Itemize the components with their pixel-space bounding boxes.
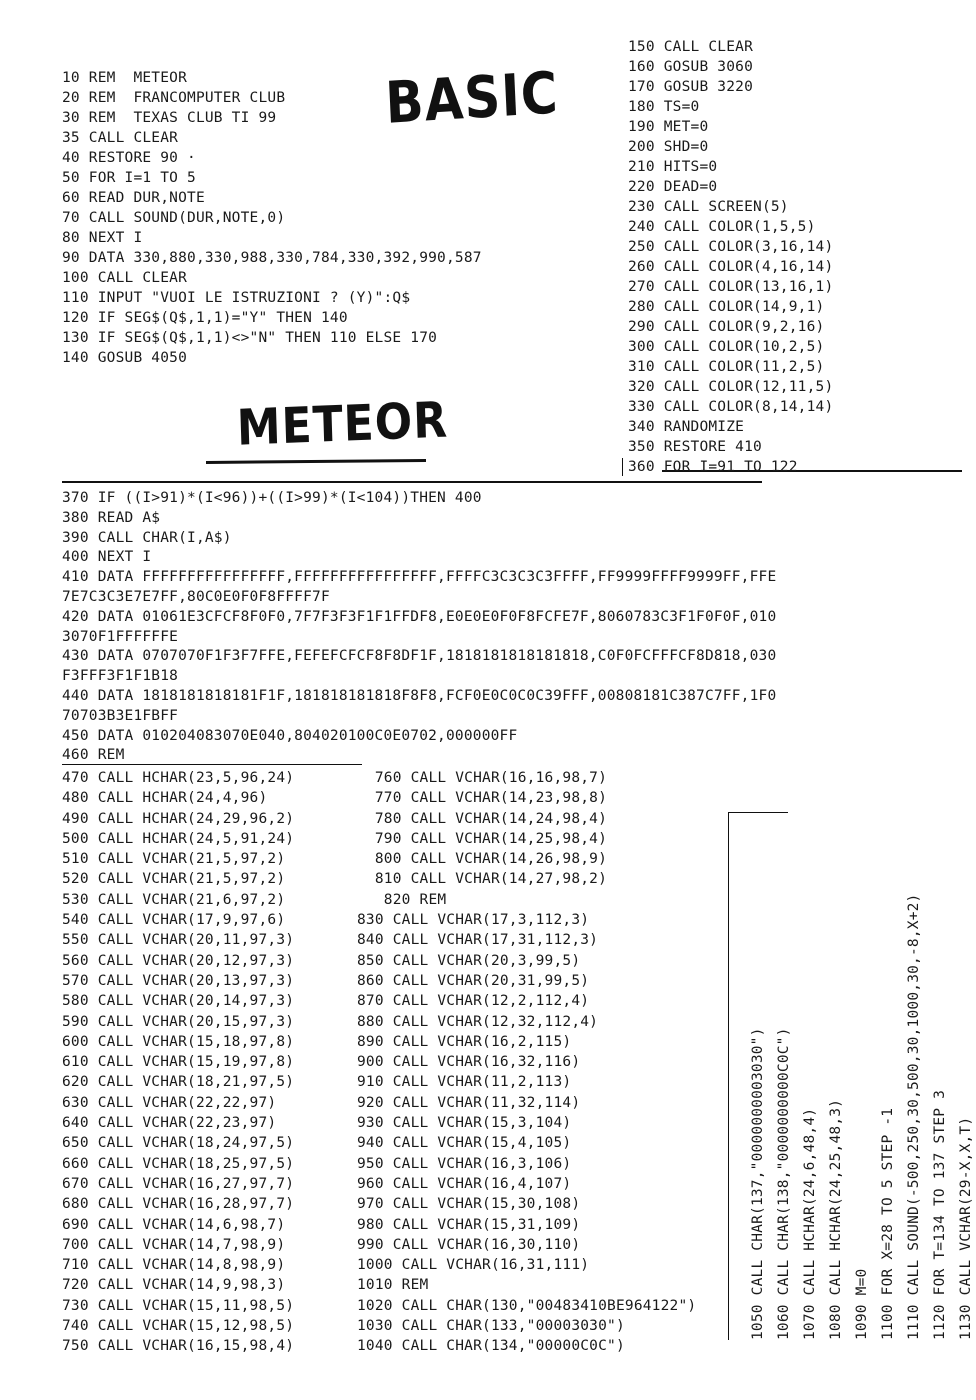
code-line: 1110 CALL SOUND(-500,250,30,500,30,1000,30,-8,X+2) [906, 893, 922, 1340]
code-line: 160 GOSUB 3060 [628, 59, 754, 75]
code-line: 1060 CALL CHAR(138,"0000000000C0C") [776, 1027, 792, 1340]
code-line: F3FFF3F1F1B18 [62, 668, 179, 685]
code-line: 290 CALL COLOR(9,2,16) [628, 319, 825, 335]
code-line: 340 RANDOMIZE [628, 419, 745, 435]
code-line: 220 DEAD=0 [628, 179, 718, 195]
code-line: 420 DATA 01061E3CFCF8F0F0,7F7F3F3F1F1FFDF8,E0E0E0F0F8FCFE7F,8060783C3F1F0F0F,010 [62, 608, 777, 625]
code-line: 280 CALL COLOR(14,9,1) [628, 299, 825, 315]
code-line: 670 CALL VCHAR(16,27,97,7) [62, 1175, 295, 1192]
code-line: 1100 FOR X=28 TO 5 STEP -1 [880, 1107, 896, 1340]
code-line: 710 CALL VCHAR(14,8,98,9) [62, 1257, 286, 1274]
code-line: 470 CALL HCHAR(23,5,96,24) [62, 770, 295, 786]
code-line: 500 CALL HCHAR(24,5,91,24) [62, 830, 295, 847]
code-line: 1090 M=0 [854, 1268, 870, 1340]
code-line: 920 CALL VCHAR(11,32,114) [357, 1094, 581, 1111]
code-line: 1080 CALL HCHAR(24,25,48,3) [828, 1098, 844, 1340]
code-line: 390 CALL CHAR(I,A$) [62, 529, 232, 546]
code-line: 760 CALL VCHAR(16,16,98,7) [357, 770, 608, 786]
code-line: 900 CALL VCHAR(16,32,116) [357, 1054, 581, 1071]
code-line: 970 CALL VCHAR(15,30,108) [357, 1196, 581, 1213]
code-line: 990 CALL VCHAR(16,30,110) [357, 1236, 581, 1253]
code-line: 60 READ DUR,NOTE [62, 190, 205, 206]
code-line: 310 CALL COLOR(11,2,5) [628, 359, 825, 375]
code-line: 730 CALL VCHAR(15,11,98,5) [62, 1297, 295, 1314]
code-line: 1010 REM [357, 1277, 429, 1294]
code-line: 480 CALL HCHAR(24,4,96) [62, 790, 268, 807]
code-line: 720 CALL VCHAR(14,9,98,3) [62, 1277, 286, 1294]
code-line: 800 CALL VCHAR(14,26,98,9) [357, 851, 608, 868]
code-line: 240 CALL COLOR(1,5,5) [628, 219, 816, 235]
code-line: 130 IF SEG$(Q$,1,1)<>"N" THEN 110 ELSE 170 [62, 330, 438, 346]
code-line: 440 DATA 1818181818181F1F,181818181818F8F8,FCF0E0C0C0C39FFF,00808181C387C7FF,1F0 [62, 687, 777, 704]
code-line: 640 CALL VCHAR(22,23,97) [62, 1115, 277, 1132]
code-block-lines-370-460 [62, 489, 776, 766]
code-line: 90 DATA 330,880,330,988,330,784,330,392,990,587 [62, 250, 482, 266]
cut-line-vertical [728, 812, 729, 1340]
code-line: 680 CALL VCHAR(16,28,97,7) [62, 1196, 295, 1213]
code-line: 330 CALL COLOR(8,14,14) [628, 399, 834, 415]
meteor-underline [206, 459, 426, 464]
code-line: 660 CALL VCHAR(18,25,97,5) [62, 1155, 295, 1172]
code-line: 700 CALL VCHAR(14,7,98,9) [62, 1236, 286, 1253]
code-line: 140 GOSUB 4050 [62, 350, 188, 366]
cut-line-top [62, 481, 762, 483]
code-line: 190 MET=0 [628, 119, 709, 135]
code-line: 360 FOR I=91 TO 122 [628, 459, 798, 475]
code-line: 1120 FOR T=134 TO 137 STEP 3 [932, 1089, 948, 1340]
code-line: 490 CALL HCHAR(24,29,96,2) [62, 810, 295, 827]
code-line: 10 REM METEOR [62, 70, 188, 86]
code-line: 200 SHD=0 [628, 139, 709, 155]
code-line: 630 CALL VCHAR(22,22,97) [62, 1094, 277, 1111]
code-line: 940 CALL VCHAR(15,4,105) [357, 1135, 572, 1152]
code-line: 30 REM TEXAS CLUB TI 99 [62, 110, 277, 126]
code-line: 260 CALL COLOR(4,16,14) [628, 259, 834, 275]
code-line: 580 CALL VCHAR(20,14,97,3) [62, 993, 295, 1010]
code-line: 70703B3E1FBFF [62, 707, 179, 724]
code-line: 650 CALL VCHAR(18,24,97,5) [62, 1135, 295, 1152]
code-line: 400 NEXT I [62, 549, 152, 566]
code-line: 170 GOSUB 3220 [628, 79, 754, 95]
code-line: 320 CALL COLOR(12,11,5) [628, 379, 834, 395]
code-line: 3070F1FFFFFFE [62, 628, 179, 645]
code-line: 950 CALL VCHAR(16,3,106) [357, 1155, 572, 1172]
code-line: 620 CALL VCHAR(18,21,97,5) [62, 1074, 295, 1091]
code-line: 230 CALL SCREEN(5) [628, 199, 789, 215]
code-line: 180 TS=0 [628, 99, 700, 115]
code-line: 7E7C3C3E7E7FF,80C0E0F0F8FFFF7F [62, 588, 330, 605]
code-line: 780 CALL VCHAR(14,24,98,4) [357, 810, 608, 827]
code-line: 100 CALL CLEAR [62, 270, 188, 286]
code-block-lines-150-360 [628, 37, 833, 477]
code-line: 40 RESTORE 90 · [62, 150, 196, 166]
code-line: 590 CALL VCHAR(20,15,97,3) [62, 1013, 295, 1030]
code-line: 770 CALL VCHAR(14,23,98,8) [357, 790, 608, 807]
code-line: 1050 CALL CHAR(137,"0000000003030") [750, 1027, 766, 1340]
code-line: 1030 CALL CHAR(133,"00003030") [357, 1318, 625, 1335]
code-line: 35 CALL CLEAR [62, 130, 179, 146]
code-line: 300 CALL COLOR(10,2,5) [628, 339, 825, 355]
code-line: 380 READ A$ [62, 509, 161, 526]
code-line: 450 DATA 010204083070E040,804020100C0E0702,000000FF [62, 727, 518, 744]
code-line: 370 IF ((I>91)*(I<96))+((I>99)*(I<104))THEN 400 [62, 490, 482, 506]
code-line: 520 CALL VCHAR(21,5,97,2) [62, 871, 286, 888]
code-line: 270 CALL COLOR(13,16,1) [628, 279, 834, 295]
code-line: 550 CALL VCHAR(20,11,97,3) [62, 932, 295, 949]
code-line: 120 IF SEG$(Q$,1,1)="Y" THEN 140 [62, 310, 348, 326]
code-line: 570 CALL VCHAR(20,13,97,3) [62, 972, 295, 989]
code-line: 860 CALL VCHAR(20,31,99,5) [357, 972, 590, 989]
code-block-lines-760-1040 [357, 768, 696, 1357]
code-line: 80 NEXT I [62, 230, 143, 246]
code-block-lines-10-140 [62, 68, 482, 368]
code-line: 530 CALL VCHAR(21,6,97,2) [62, 891, 286, 908]
code-line: 610 CALL VCHAR(15,19,97,8) [62, 1054, 295, 1071]
code-line: 690 CALL VCHAR(14,6,98,7) [62, 1216, 286, 1233]
code-block-lines-1050-1130-rotated [745, 800, 974, 1340]
code-line: 740 CALL VCHAR(15,12,98,5) [62, 1318, 295, 1335]
heading-basic: BASIC [384, 59, 560, 137]
cut-mark [622, 458, 623, 476]
code-line: 70 CALL SOUND(DUR,NOTE,0) [62, 210, 286, 226]
code-line: 850 CALL VCHAR(20,3,99,5) [357, 952, 581, 969]
code-line: 790 CALL VCHAR(14,25,98,4) [357, 830, 608, 847]
code-line: 50 FOR I=1 TO 5 [62, 170, 196, 186]
code-line: 540 CALL VCHAR(17,9,97,6) [62, 912, 286, 929]
code-line: 830 CALL VCHAR(17,3,112,3) [357, 912, 590, 929]
code-line: 110 INPUT "VUOI LE ISTRUZIONI ? (Y)":Q$ [62, 290, 411, 306]
code-line: 1130 CALL VCHAR(29-X,X,T) [958, 1116, 974, 1340]
code-line: 350 RESTORE 410 [628, 439, 762, 455]
code-line: 20 REM FRANCOMPUTER CLUB [62, 90, 286, 106]
code-line: 880 CALL VCHAR(12,32,112,4) [357, 1013, 599, 1030]
code-line: 150 CALL CLEAR [628, 39, 754, 55]
code-line: 980 CALL VCHAR(15,31,109) [357, 1216, 581, 1233]
code-line: 810 CALL VCHAR(14,27,98,2) [357, 871, 608, 888]
code-line: 840 CALL VCHAR(17,31,112,3) [357, 932, 599, 949]
code-line: 820 REM [357, 891, 447, 908]
code-line: 410 DATA FFFFFFFFFFFFFFFF,FFFFFFFFFFFFFFFF,FFFFC3C3C3C3FFFF,FF9999FFFF9999FF,FFE [62, 569, 777, 586]
code-line: 1070 CALL HCHAR(24,6,48,4) [802, 1107, 818, 1340]
code-line: 870 CALL VCHAR(12,2,112,4) [357, 993, 590, 1010]
code-line: 890 CALL VCHAR(16,2,115) [357, 1033, 572, 1050]
code-line: 560 CALL VCHAR(20,12,97,3) [62, 952, 295, 969]
code-line: 1020 CALL CHAR(130,"00483410BE964122") [357, 1297, 697, 1314]
code-line: 910 CALL VCHAR(11,2,113) [357, 1074, 572, 1091]
code-line: 930 CALL VCHAR(15,3,104) [357, 1115, 572, 1132]
code-line: 750 CALL VCHAR(16,15,98,4) [62, 1338, 295, 1355]
code-line: 460 REM [62, 747, 125, 764]
code-line: 600 CALL VCHAR(15,18,97,8) [62, 1033, 295, 1050]
code-line: 1040 CALL CHAR(134,"00000C0C") [357, 1338, 625, 1355]
code-line: 510 CALL VCHAR(21,5,97,2) [62, 851, 286, 868]
code-line: 960 CALL VCHAR(16,4,107) [357, 1175, 572, 1192]
code-line: 1000 CALL VCHAR(16,31,111) [357, 1257, 590, 1274]
code-line: 210 HITS=0 [628, 159, 718, 175]
code-line: 250 CALL COLOR(3,16,14) [628, 239, 834, 255]
code-line: 430 DATA 0707070F1F3F7FFE,FEFEFCFCF8F8DF1F,1818181818181818,C0F0FCFFFCF8D818,030 [62, 648, 777, 665]
heading-meteor: METEOR [236, 391, 449, 458]
code-block-lines-470-750 [62, 768, 294, 1357]
